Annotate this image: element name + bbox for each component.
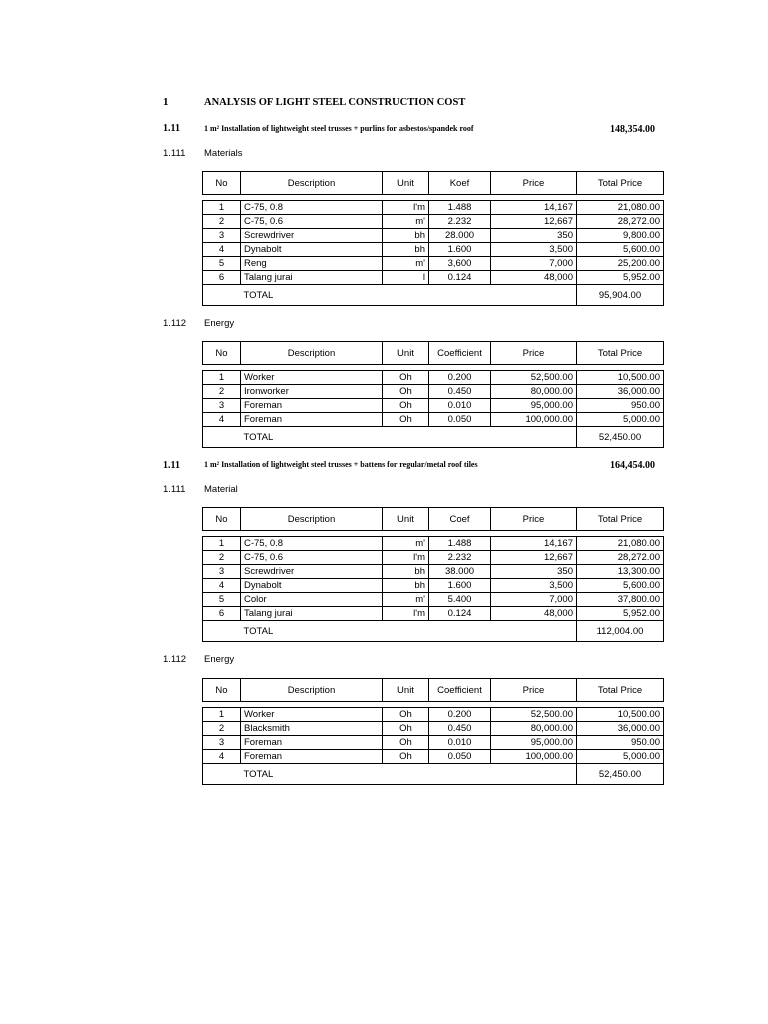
header-price: Price bbox=[491, 342, 577, 365]
subsection-label: Energy bbox=[204, 654, 235, 665]
header-description: Description bbox=[241, 508, 383, 531]
table-row bbox=[203, 579, 664, 593]
cell-description: Talang jurai bbox=[241, 271, 383, 285]
cell-coef: 2.232 bbox=[429, 215, 491, 229]
table-header-row bbox=[203, 342, 664, 365]
cell-description: Talang jurai bbox=[241, 607, 383, 621]
cell-price: 350 bbox=[491, 229, 577, 243]
energy-table bbox=[202, 341, 664, 448]
table-row bbox=[203, 537, 664, 551]
cell-no: 1 bbox=[203, 537, 241, 551]
cell-no: 5 bbox=[203, 257, 241, 271]
cell-coef: 1.600 bbox=[429, 243, 491, 257]
table-total-row bbox=[203, 621, 664, 642]
cell-no: 3 bbox=[203, 399, 241, 413]
table-row bbox=[203, 257, 664, 271]
cell-total-price: 13,300.00 bbox=[577, 565, 664, 579]
cell-coef: 1.488 bbox=[429, 537, 491, 551]
header-coef: Coef bbox=[429, 508, 491, 531]
header-coef: Coefficient bbox=[429, 679, 491, 702]
cell-no: 2 bbox=[203, 551, 241, 565]
cell-no: 3 bbox=[203, 229, 241, 243]
cell-total-price: 21,080.00 bbox=[577, 537, 664, 551]
cell-price: 100,000.00 bbox=[491, 750, 577, 764]
cell-total-price: 5,600.00 bbox=[577, 243, 664, 257]
cell-price: 52,500.00 bbox=[491, 708, 577, 722]
cell-price: 100,000.00 bbox=[491, 413, 577, 427]
cell-description: Color bbox=[241, 593, 383, 607]
cell-description: Foreman bbox=[241, 736, 383, 750]
heading-number: 1 bbox=[163, 96, 169, 108]
header-unit: Unit bbox=[383, 342, 429, 365]
total-value: 52,450.00 bbox=[577, 427, 664, 448]
cell-total-price: 10,500.00 bbox=[577, 371, 664, 385]
cell-total-price: 28,272.00 bbox=[577, 551, 664, 565]
header-unit: Unit bbox=[383, 508, 429, 531]
subsection-label: Energy bbox=[204, 318, 235, 329]
cell-unit: bh bbox=[383, 579, 429, 593]
cell-no: 2 bbox=[203, 722, 241, 736]
cell-description: Worker bbox=[241, 708, 383, 722]
cell-coef: 0.450 bbox=[429, 722, 491, 736]
cell-price: 7,000 bbox=[491, 257, 577, 271]
cell-no: 3 bbox=[203, 736, 241, 750]
cell-description: C-75, 0.8 bbox=[241, 201, 383, 215]
header-price: Price bbox=[491, 172, 577, 195]
table-header-row bbox=[203, 172, 664, 195]
subsection-number: 1.111 bbox=[163, 148, 186, 159]
total-label: TOTAL bbox=[241, 427, 577, 448]
cell-total-price: 5,600.00 bbox=[577, 579, 664, 593]
cell-price: 14,167 bbox=[491, 537, 577, 551]
cell-total-price: 21,080.00 bbox=[577, 201, 664, 215]
table-row bbox=[203, 271, 664, 285]
header-unit: Unit bbox=[383, 172, 429, 195]
cell-price: 80,000.00 bbox=[491, 385, 577, 399]
table-row bbox=[203, 385, 664, 399]
cell-price: 350 bbox=[491, 565, 577, 579]
total-value: 112,004.00 bbox=[577, 621, 664, 642]
header-no: No bbox=[203, 679, 241, 702]
cell-no: 4 bbox=[203, 750, 241, 764]
cell-coef: 0.010 bbox=[429, 399, 491, 413]
cell-coef: 5.400 bbox=[429, 593, 491, 607]
cell-price: 52,500.00 bbox=[491, 371, 577, 385]
cell-unit: bh bbox=[383, 565, 429, 579]
cell-price: 48,000 bbox=[491, 607, 577, 621]
cell-total-price: 5,952.00 bbox=[577, 607, 664, 621]
cell-no: 2 bbox=[203, 215, 241, 229]
subsection-number: 1.112 bbox=[163, 654, 187, 665]
header-coef: Koef bbox=[429, 172, 491, 195]
cell-coef: 1.600 bbox=[429, 579, 491, 593]
table-row bbox=[203, 413, 664, 427]
table-row bbox=[203, 215, 664, 229]
cell-no: 2 bbox=[203, 385, 241, 399]
table-row bbox=[203, 708, 664, 722]
cell-total-price: 5,952.00 bbox=[577, 271, 664, 285]
cell-total-price: 950.00 bbox=[577, 399, 664, 413]
table-row bbox=[203, 201, 664, 215]
cell-no: 4 bbox=[203, 243, 241, 257]
energy-table bbox=[202, 678, 664, 785]
cell-no: 4 bbox=[203, 579, 241, 593]
cell-unit: m' bbox=[383, 257, 429, 271]
header-no: No bbox=[203, 172, 241, 195]
cell-no: 1 bbox=[203, 201, 241, 215]
table-row bbox=[203, 243, 664, 257]
section-number: 1.11 bbox=[163, 460, 180, 471]
cell-coef: 38.000 bbox=[429, 565, 491, 579]
cell-description: C-75, 0.8 bbox=[241, 537, 383, 551]
cell-price: 80,000.00 bbox=[491, 722, 577, 736]
total-value: 52,450.00 bbox=[577, 764, 664, 785]
cell-unit: bh bbox=[383, 243, 429, 257]
cell-unit: Oh bbox=[383, 736, 429, 750]
cell-coef: 2.232 bbox=[429, 551, 491, 565]
header-total-price: Total Price bbox=[577, 679, 664, 702]
cell-total-price: 36,000.00 bbox=[577, 722, 664, 736]
cell-unit: m' bbox=[383, 593, 429, 607]
cell-price: 14,167 bbox=[491, 201, 577, 215]
cell-no: 4 bbox=[203, 413, 241, 427]
section-title: 1 m² Installation of lightweight steel trusses + battens for regular/metal roof tiles bbox=[204, 460, 478, 469]
table-header-row bbox=[203, 508, 664, 531]
cell-total-price: 10,500.00 bbox=[577, 708, 664, 722]
cell-coef: 0.050 bbox=[429, 750, 491, 764]
header-total-price: Total Price bbox=[577, 342, 664, 365]
cell-no: 3 bbox=[203, 565, 241, 579]
cell-description: Foreman bbox=[241, 399, 383, 413]
subsection-label: Materials bbox=[204, 148, 243, 159]
cell-total-price: 36,000.00 bbox=[577, 385, 664, 399]
cell-unit: Oh bbox=[383, 385, 429, 399]
total-label: TOTAL bbox=[241, 285, 577, 306]
cell-no: 6 bbox=[203, 607, 241, 621]
cell-unit: l'm bbox=[383, 201, 429, 215]
section-total: 148,354.00 bbox=[610, 124, 655, 135]
page-title: ANALYSIS OF LIGHT STEEL CONSTRUCTION COST bbox=[204, 97, 466, 108]
subsection-number: 1.111 bbox=[163, 484, 186, 495]
table-total-row bbox=[203, 285, 664, 306]
table-row bbox=[203, 371, 664, 385]
subsection-label: Material bbox=[204, 484, 238, 495]
total-label: TOTAL bbox=[241, 621, 577, 642]
cell-coef: 1.488 bbox=[429, 201, 491, 215]
cell-unit: Oh bbox=[383, 750, 429, 764]
cell-description: Screwdriver bbox=[241, 565, 383, 579]
table-total-row bbox=[203, 427, 664, 448]
header-coef: Coefficient bbox=[429, 342, 491, 365]
header-total-price: Total Price bbox=[577, 172, 664, 195]
header-price: Price bbox=[491, 679, 577, 702]
materials-table bbox=[202, 507, 664, 642]
cell-description: Blacksmith bbox=[241, 722, 383, 736]
cell-coef: 0.124 bbox=[429, 607, 491, 621]
cell-description: Reng bbox=[241, 257, 383, 271]
table-row bbox=[203, 551, 664, 565]
cell-no: 5 bbox=[203, 593, 241, 607]
cell-price: 12,667 bbox=[491, 551, 577, 565]
total-value: 95,904.00 bbox=[577, 285, 664, 306]
cell-coef: 3,600 bbox=[429, 257, 491, 271]
cell-total-price: 37,800.00 bbox=[577, 593, 664, 607]
cell-unit: l bbox=[383, 271, 429, 285]
cell-total-price: 9,800.00 bbox=[577, 229, 664, 243]
cell-price: 3,500 bbox=[491, 579, 577, 593]
section-title: 1 m² Installation of lightweight steel trusses + purlins for asbestos/spandek roof bbox=[204, 124, 474, 133]
header-price: Price bbox=[491, 508, 577, 531]
table-row bbox=[203, 750, 664, 764]
cell-description: Ironworker bbox=[241, 385, 383, 399]
cell-coef: 0.124 bbox=[429, 271, 491, 285]
cell-unit: Oh bbox=[383, 708, 429, 722]
section-number: 1.11 bbox=[163, 123, 180, 134]
cell-coef: 0.450 bbox=[429, 385, 491, 399]
table-row bbox=[203, 399, 664, 413]
cell-total-price: 950.00 bbox=[577, 736, 664, 750]
cell-no: 1 bbox=[203, 708, 241, 722]
cell-description: C-75, 0.6 bbox=[241, 551, 383, 565]
cell-price: 95,000.00 bbox=[491, 736, 577, 750]
table-row bbox=[203, 593, 664, 607]
table-total-row bbox=[203, 764, 664, 785]
cell-price: 48,000 bbox=[491, 271, 577, 285]
cell-description: Dynabolt bbox=[241, 579, 383, 593]
cell-unit: Oh bbox=[383, 413, 429, 427]
cell-description: C-75, 0.6 bbox=[241, 215, 383, 229]
cell-coef: 28.000 bbox=[429, 229, 491, 243]
table-row bbox=[203, 565, 664, 579]
cell-no: 6 bbox=[203, 271, 241, 285]
cell-unit: Oh bbox=[383, 399, 429, 413]
cell-description: Foreman bbox=[241, 413, 383, 427]
cell-description: Worker bbox=[241, 371, 383, 385]
cell-description: Screwdriver bbox=[241, 229, 383, 243]
table-header-row bbox=[203, 679, 664, 702]
cell-price: 7,000 bbox=[491, 593, 577, 607]
section-total: 164,454.00 bbox=[610, 460, 655, 471]
cell-total-price: 5,000.00 bbox=[577, 413, 664, 427]
cell-unit: m' bbox=[383, 215, 429, 229]
table-row bbox=[203, 229, 664, 243]
cell-price: 12,667 bbox=[491, 215, 577, 229]
table-row bbox=[203, 722, 664, 736]
table-row bbox=[203, 736, 664, 750]
cell-total-price: 5,000.00 bbox=[577, 750, 664, 764]
cell-coef: 0.200 bbox=[429, 708, 491, 722]
cell-unit: m' bbox=[383, 537, 429, 551]
header-description: Description bbox=[241, 342, 383, 365]
cell-no: 1 bbox=[203, 371, 241, 385]
total-label: TOTAL bbox=[241, 764, 577, 785]
cell-total-price: 28,272.00 bbox=[577, 215, 664, 229]
header-total-price: Total Price bbox=[577, 508, 664, 531]
header-no: No bbox=[203, 508, 241, 531]
header-description: Description bbox=[241, 172, 383, 195]
cell-unit: Oh bbox=[383, 722, 429, 736]
cell-price: 95,000.00 bbox=[491, 399, 577, 413]
cell-coef: 0.200 bbox=[429, 371, 491, 385]
header-description: Description bbox=[241, 679, 383, 702]
table-row bbox=[203, 607, 664, 621]
cell-coef: 0.010 bbox=[429, 736, 491, 750]
cell-unit: l'm bbox=[383, 607, 429, 621]
cell-total-price: 25,200.00 bbox=[577, 257, 664, 271]
cell-coef: 0.050 bbox=[429, 413, 491, 427]
cell-description: Dynabolt bbox=[241, 243, 383, 257]
cell-unit: l'm bbox=[383, 551, 429, 565]
header-no: No bbox=[203, 342, 241, 365]
cell-description: Foreman bbox=[241, 750, 383, 764]
cell-price: 3,500 bbox=[491, 243, 577, 257]
cell-unit: Oh bbox=[383, 371, 429, 385]
subsection-number: 1.112 bbox=[163, 318, 187, 329]
cell-unit: bh bbox=[383, 229, 429, 243]
materials-table bbox=[202, 171, 664, 306]
header-unit: Unit bbox=[383, 679, 429, 702]
